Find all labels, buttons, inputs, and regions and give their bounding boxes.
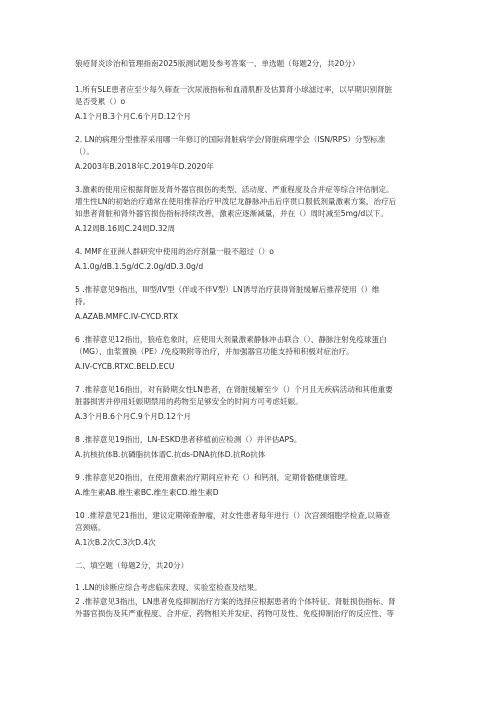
question-text-line: 增生性LN的初始治疗通常在使用推荐治疗甲泼尼龙静脉冲击后序贯口服低剂量激素方案，治疗后 xyxy=(75,197,397,206)
question-text-line: （MG）、血浆置换（PE）/免疫吸附等治疗，并加强器官功能支持和积极对症治疗。 xyxy=(75,347,354,356)
document-content xyxy=(75,58,425,620)
question-options: A.AZAB.MMFC.IV-CYCD.RTX xyxy=(75,312,179,321)
question-text-line: 如患者肾脏和肾外器官损伤指标持续改善，激素应逐渐减量，并在（）周时减至5mg/d以下。 xyxy=(75,209,388,218)
question-text-line: 是否受累（）o xyxy=(75,97,126,106)
question-text-line: 2. LN的病理分型推荐采用哪一年修订的国际肾脏病学会/肾脏病理学会（ISN/RPS）分型标准 xyxy=(75,135,386,144)
question-options: A.IV-CYCB.RTXC.BELD.ECU xyxy=(75,362,175,371)
question-options: A.2003年B.2018年C.2019年D.2020年 xyxy=(75,162,214,171)
question-options: A.1个月B.3个月C.6个月D.12个月 xyxy=(75,112,191,121)
question-options: A.3个月B.6个月C.9个月D.12个月 xyxy=(75,412,191,421)
question-10 xyxy=(75,510,425,534)
question-text-line: 6 .推荐意见12指出，狼疮危象时，应使用大剂量激素静脉冲击联合（）、静脉注射免疫球蛋白 xyxy=(75,335,387,344)
fill-item-2-continued: 外器官损伤及其严重程度、合并症、药物相关并发症、药物可及性、免疫抑制治疗的反应性、等 xyxy=(75,609,394,618)
fill-item-2: 2 .推荐意见3指出，LN患者免疫抑制治疗方案的选择应根据患者的个体特征、肾脏损伤指标、肾 xyxy=(75,597,396,606)
question-2 xyxy=(75,134,425,158)
question-3 xyxy=(75,184,425,220)
question-options: A.抗核抗体B.抗磷脂抗体谱C.抗ds-DNA抗体D.抗Ro抗体 xyxy=(75,450,266,459)
question-9 xyxy=(75,472,425,484)
question-options: A.1.0g/dB.1.5g/dC.2.0g/dD.3.0g/d xyxy=(75,262,204,271)
question-text-line: 10 .推荐意见21指出，建议定期筛查肿瘤，对女性患者每年进行（）次宫颈细胞学检查,以筛查 xyxy=(75,511,391,520)
question-text-line: 4. MMF在亚洲人群研究中使用的治疗剂量一般不超过（）o xyxy=(75,247,274,256)
question-text-line: （）。 xyxy=(75,147,94,156)
question-options: A.维生素AB.维生素BC.维生素CD.维生素D xyxy=(75,488,219,497)
question-4 xyxy=(75,246,425,258)
question-7 xyxy=(75,384,425,408)
question-8 xyxy=(75,434,425,446)
fill-item-1: 1 .LN的诊断应综合考虑临床表现、实验室检查及结果。 xyxy=(75,583,262,592)
question-options: A.1次B.2次C.3次D.4次 xyxy=(75,538,156,547)
question-text-line: 8 .推荐意见19指出，LN-ESKD患者移植前应检测（）并评估APS。 xyxy=(75,435,302,444)
question-1 xyxy=(75,84,425,108)
question-text-line: 持。 xyxy=(75,297,91,306)
question-text-line: 宫颈癌。 xyxy=(75,523,106,532)
question-5 xyxy=(75,284,425,308)
document-title: 狼疮肾炎诊治和管理指南2025版测试题及参考答案一、单选题（每题2分，共20分） xyxy=(75,59,360,68)
section-heading: 二、填空题（每题2分，共20分） xyxy=(75,561,189,570)
question-text-line: 3.激素的使用应根据肾脏及肾外器官损伤的类型、活动度、严重程度及合并症等综合评估制定。 xyxy=(75,185,394,194)
question-text-line: 9 .推荐意见20指出，在使用激素治疗期间应补充（）和钙剂，定期骨骼健康管理。 xyxy=(75,473,353,482)
question-options: A.12周B.16周C.24周D.32周 xyxy=(75,224,176,233)
question-text-line: 7 .推荐意见16指出，对有龄期女性LN患者，在肾脏缓解至少（）个月且无疾病活动和其他重要 xyxy=(75,385,393,394)
question-text-line: 1.所有SLE患者应至少每久筛查一次尿液指标和血清肌酐及估算肾小球滤过率，以早期识别肾脏 xyxy=(75,85,393,94)
question-6 xyxy=(75,334,425,358)
question-text-line: 脏器损害并停用妊娠期禁用的药物至足够安全的时间方可考虑妊娠。 xyxy=(75,397,303,406)
question-text-line: 5 .推荐意见9指出，III型/IV型（伴或不伴V型）LN诱导治疗获得肾脏缓解后推荐使用（）维 xyxy=(75,285,380,294)
